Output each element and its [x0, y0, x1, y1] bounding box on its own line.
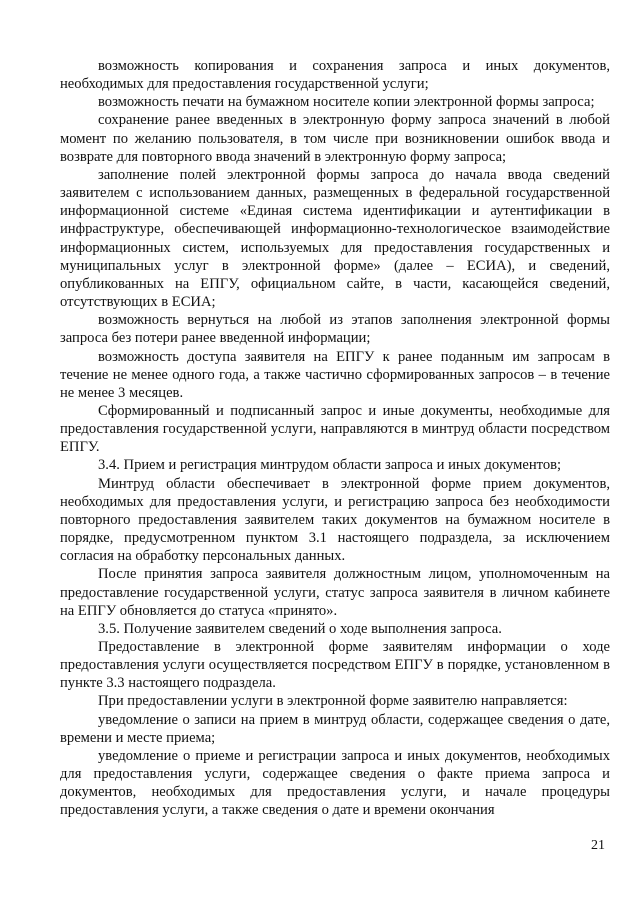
section-heading: 3.5. Получение заявителем сведений о ходе выполнения запроса. [98, 620, 502, 637]
paragraph: возможность вернуться на любой из этапов заполнения электронной формы запроса без потери ранее введенной информации; [60, 312, 610, 347]
paragraph: сохранение ранее введенных в электронную форму запроса значений в любой момент по желанию пользователя, в том числе при возникновении ошибок ввода и возврате для повторного ввода значений в электронную форму запроса; [60, 112, 610, 165]
paragraph: уведомление о записи на прием в минтруд области, содержащее сведения о дате, времени и месте приема; [60, 711, 610, 746]
paragraph: Предоставление в электронной форме заявителям информации о ходе предоставления услуги осуществляется посредством ЕПГУ в порядке, установленном в пункте 3.3 настоящего подраздела. [60, 639, 610, 692]
paragraph: При предоставлении услуги в электронной форме заявителю направляется: [98, 693, 568, 710]
document-body [60, 57, 610, 820]
paragraph: После принятия запроса заявителя должностным лицом, уполномоченным на предоставление государственной услуги, статус запроса заявителя в личном кабинете на ЕПГУ обновляется до статуса «принято». [60, 566, 610, 619]
paragraph: уведомление о приеме и регистрации запроса и иных документов, необходимых для предоставления услуги, содержащее сведения о факте приема запроса и документов, необходимых для предоставления услуги, и начале процедуры предоставления услуги, а также сведения о дате и времени окончания [60, 747, 610, 819]
page-number: 21 [591, 838, 605, 853]
section-heading: 3.4. Прием и регистрация минтрудом области запроса и иных документов; [98, 457, 562, 474]
paragraph: заполнение полей электронной формы запроса до начала ввода сведений заявителем с использованием данных, размещенных в федеральной государственной информационной системе «Единая система идентификации и аутентификации в инфраструктуре, обеспечивающей информационно-технологическое взаимодействие информационных систем, используемых для предоставления государственных и муниципальных услуг в электронной форме» (далее – ЕСИА), и сведений, опубликованных на ЕПГУ, официальном сайте, в части, касающейся сведений, отсутствующих в ЕСИА; [60, 166, 610, 311]
paragraph: возможность печати на бумажном носителе копии электронной формы запроса; [98, 94, 595, 111]
paragraph: Минтруд области обеспечивает в электронной форме прием документов, необходимых для предоставления услуги, и регистрацию запроса без необходимости повторного предоставления заявителем таких документов на бумажном носителе в порядке, предусмотренном пунктом 3.1 настоящего подраздела, за исключением согласия на обработку персональных данных. [60, 475, 610, 565]
paragraph: Сформированный и подписанный запрос и иные документы, необходимые для предоставления государственной услуги, направляются в минтруд области посредством ЕПГУ. [60, 402, 610, 456]
paragraph: возможность доступа заявителя на ЕПГУ к ранее поданным им запросам в течение не менее одного года, а также частично сформированных запросов – в течение не менее 3 месяцев. [60, 348, 610, 401]
paragraph: возможность копирования и сохранения запроса и иных документов, необходимых для предоставления государственной услуги; [60, 58, 610, 93]
